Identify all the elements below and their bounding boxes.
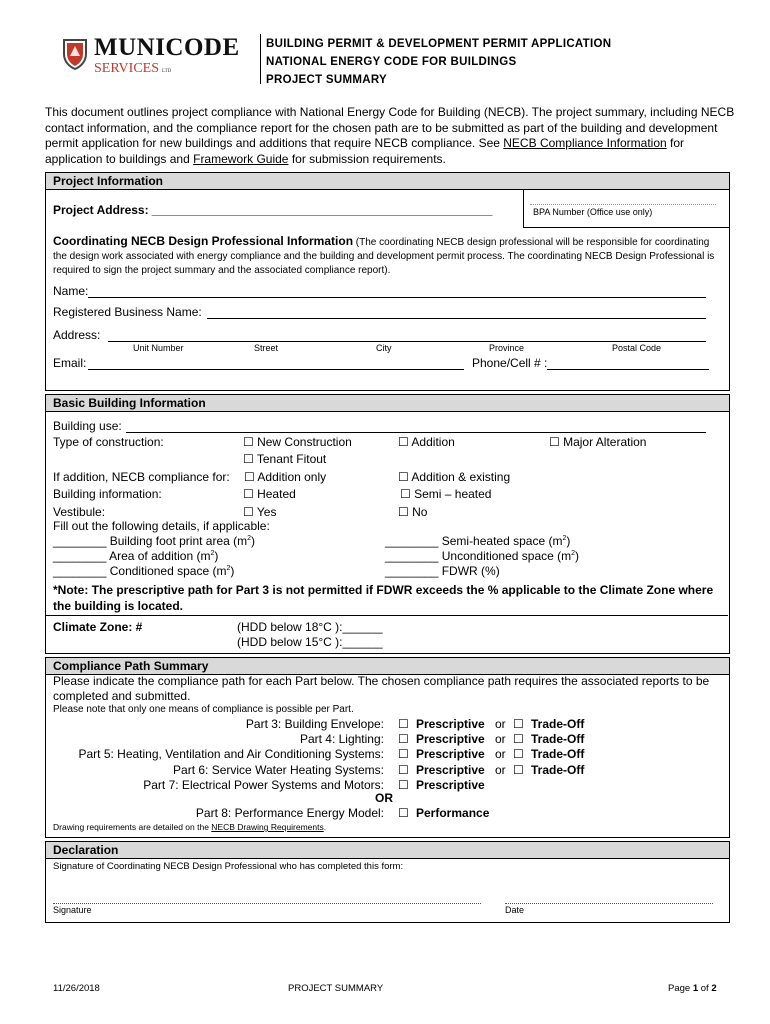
prescriptive-label: Prescriptive	[416, 717, 485, 731]
tradeoff-label: Trade-Off	[531, 747, 585, 761]
climate-zone-label: Climate Zone: #	[53, 620, 143, 634]
declaration-text: Signature of Coordinating NECB Design Professional who has completed this form:	[53, 861, 404, 872]
addition-only-checkbox[interactable]: ☐ Addition only	[244, 470, 327, 484]
part-label: Part 3: Building Envelope:	[245, 717, 384, 731]
fdwr-field[interactable]: ________ FDWR (%)	[385, 564, 500, 578]
or-label: or	[495, 732, 506, 746]
vestibule-label: Vestibule:	[53, 505, 106, 519]
semi-heated-space-field[interactable]: ________ Semi-heated space $(m^2)$	[385, 534, 571, 548]
bpa-label: BPA Number (Office use only)	[533, 207, 653, 217]
or-label: or	[495, 763, 506, 777]
footer-title: PROJECT SUMMARY	[288, 983, 384, 994]
footprint-area-field[interactable]: ________ Building foot print area $(m^2)$	[53, 534, 256, 548]
address-label: Address:	[53, 328, 101, 342]
building-info-label: Building information:	[53, 487, 162, 501]
tradeoff-checkbox[interactable]: ☐	[513, 717, 524, 731]
part-label: Part 4: Lighting:	[299, 732, 384, 746]
addition-checkbox[interactable]: ☐ Addition	[398, 435, 455, 449]
fill-details-label: Fill out the following details, if applicable:	[53, 519, 270, 533]
if-addition-label: If addition, NECB compliance for:	[53, 470, 230, 484]
building-use-label: Building use:	[53, 419, 122, 433]
prescriptive-note: *Note: The prescriptive path for Part 3 is not permitted if FDWR exceeds the % applicable to the Climate Zone where the building is located.	[53, 583, 714, 613]
header-divider	[260, 34, 261, 84]
unconditioned-space-field[interactable]: ________ Unconditioned space $(m^2)$	[385, 549, 580, 563]
construction-label: Type of construction:	[53, 435, 164, 449]
major-alteration-checkbox[interactable]: ☐ Major Alteration	[549, 435, 647, 449]
name-label: Name:	[53, 284, 89, 298]
tradeoff-label: Trade-Off	[531, 732, 585, 746]
bpa-line[interactable]	[530, 204, 716, 205]
heated-checkbox[interactable]: ☐ Heated	[243, 487, 296, 501]
performance-label: Performance	[416, 806, 490, 820]
brand-subtitle: SERVICES LTD	[94, 61, 172, 76]
header-title-1: BUILDING PERMIT & DEVELOPMENT PERMIT APPLICATION	[266, 38, 612, 50]
name-field[interactable]	[88, 297, 706, 298]
prescriptive-label: Prescriptive	[416, 763, 485, 777]
prescriptive-checkbox[interactable]: ☐	[398, 732, 409, 746]
tenant-fitout-checkbox[interactable]: ☐ Tenant Fitout	[243, 452, 327, 466]
project-address-label: Project Address: ___________________________________________________	[53, 203, 493, 217]
footer-page: Page 1 of 2	[668, 983, 717, 994]
or-label: or	[495, 747, 506, 761]
or-label: or	[495, 717, 506, 731]
new-construction-checkbox[interactable]: ☐ New Construction	[243, 435, 352, 449]
section-header-project: Project Information	[45, 172, 730, 190]
brand-title: MUNICODE	[94, 34, 240, 61]
business-field[interactable]	[207, 318, 706, 319]
framework-guide-link[interactable]: Framework Guide	[193, 151, 289, 166]
address-field[interactable]	[108, 341, 706, 342]
part8-label: Part 8: Performance Energy Model:	[195, 806, 384, 820]
prescriptive-checkbox[interactable]: ☐	[398, 778, 409, 792]
province-label: Province	[489, 343, 525, 353]
section-header-declaration: Declaration	[45, 841, 730, 859]
part-label: Part 5: Heating, Ventilation and Air Conditioning Systems:	[78, 747, 384, 761]
email-label: Email:	[53, 356, 87, 370]
tradeoff-checkbox[interactable]: ☐	[513, 732, 524, 746]
header-title-3: PROJECT SUMMARY	[266, 74, 387, 86]
date-label: Date	[505, 905, 525, 915]
coord-info: Coordinating NECB Design Professional Information (The coordinating NECB design professional will be responsible for coordinating the design work associated with energy compliance and the building and development permit process. The coordinating NECB Design Professional is required to sign the project summary and the associated compliance report).	[53, 234, 715, 276]
prescriptive-checkbox[interactable]: ☐	[398, 747, 409, 761]
conditioned-space-field[interactable]: ________ Conditioned space $(m^2)$	[53, 564, 235, 578]
section-header-compliance: Compliance Path Summary	[45, 657, 730, 675]
prescriptive-checkbox[interactable]: ☐	[398, 763, 409, 777]
compliance-note: Please note that only one means of compliance is possible per Part.	[53, 704, 354, 715]
vestibule-yes-checkbox[interactable]: ☐ Yes	[243, 505, 277, 519]
signature-label: Signature	[53, 905, 92, 915]
phone-label: Phone/Cell # :	[472, 356, 548, 370]
section-header-basic: Basic Building Information	[45, 394, 730, 412]
date-field[interactable]	[505, 903, 713, 904]
tradeoff-label: Trade-Off	[531, 717, 585, 731]
city-label: City	[376, 343, 392, 353]
compliance-instructions: Please indicate the compliance path for each Part below. The chosen compliance path requires the associated reports to be completed and submitted.	[53, 674, 710, 703]
email-field[interactable]	[88, 369, 464, 370]
hdd18-field[interactable]: (HDD below 18°C ):______	[237, 620, 383, 634]
or-separator: OR	[375, 791, 393, 805]
intro-paragraph: This document outlines project compliance with National Energy Code for Building (NECB). The project summary, including NECB contact information, and the compliance report for the chosen path are to be submitted as part of the building and development permit application for new buildings and additions that require NECB compliance. See NECB Compliance Information for application to buildings and Framework Guide for submission requirements.	[45, 105, 735, 166]
signature-field[interactable]	[53, 903, 481, 904]
vestibule-no-checkbox[interactable]: ☐ No	[398, 505, 428, 519]
hdd15-field[interactable]: (HDD below 15°C ):______	[237, 635, 383, 649]
drawing-requirements: Drawing requirements are detailed on the NECB Drawing Requirements.	[53, 822, 327, 832]
prescriptive-label: Prescriptive	[416, 732, 485, 746]
header-title-2: NATIONAL ENERGY CODE FOR BUILDINGS	[266, 56, 517, 68]
addition-area-field[interactable]: ________ Area of addition $(m^2)$	[53, 549, 219, 563]
addition-existing-checkbox[interactable]: ☐ Addition & existing	[398, 470, 511, 484]
business-label: Registered Business Name:	[53, 305, 202, 319]
part-label: Part 6: Service Water Heating Systems:	[173, 763, 384, 777]
street-label: Street	[254, 343, 279, 353]
postal-code-label: Postal Code	[612, 343, 662, 353]
prescriptive-checkbox[interactable]: ☐	[398, 717, 409, 731]
shield-logo-icon	[62, 38, 88, 70]
prescriptive-label: Prescriptive	[416, 747, 485, 761]
part-label: Part 7: Electrical Power Systems and Motors:	[143, 778, 384, 792]
performance-checkbox[interactable]: ☐	[398, 806, 409, 820]
building-use-field[interactable]	[126, 432, 706, 433]
tradeoff-checkbox[interactable]: ☐	[513, 763, 524, 777]
tradeoff-label: Trade-Off	[531, 763, 585, 777]
necb-drawing-link[interactable]: NECB Drawing Requirements	[211, 822, 324, 832]
unit-number-label: Unit Number	[133, 343, 184, 353]
tradeoff-checkbox[interactable]: ☐	[513, 747, 524, 761]
climate-divider	[45, 615, 728, 616]
footer-date: 11/26/2018	[53, 983, 100, 994]
prescriptive-label: Prescriptive	[416, 778, 485, 792]
phone-field[interactable]	[547, 369, 709, 370]
necb-compliance-link[interactable]: NECB Compliance Information	[503, 136, 667, 150]
semi-heated-checkbox[interactable]: ☐ Semi – heated	[400, 487, 492, 501]
